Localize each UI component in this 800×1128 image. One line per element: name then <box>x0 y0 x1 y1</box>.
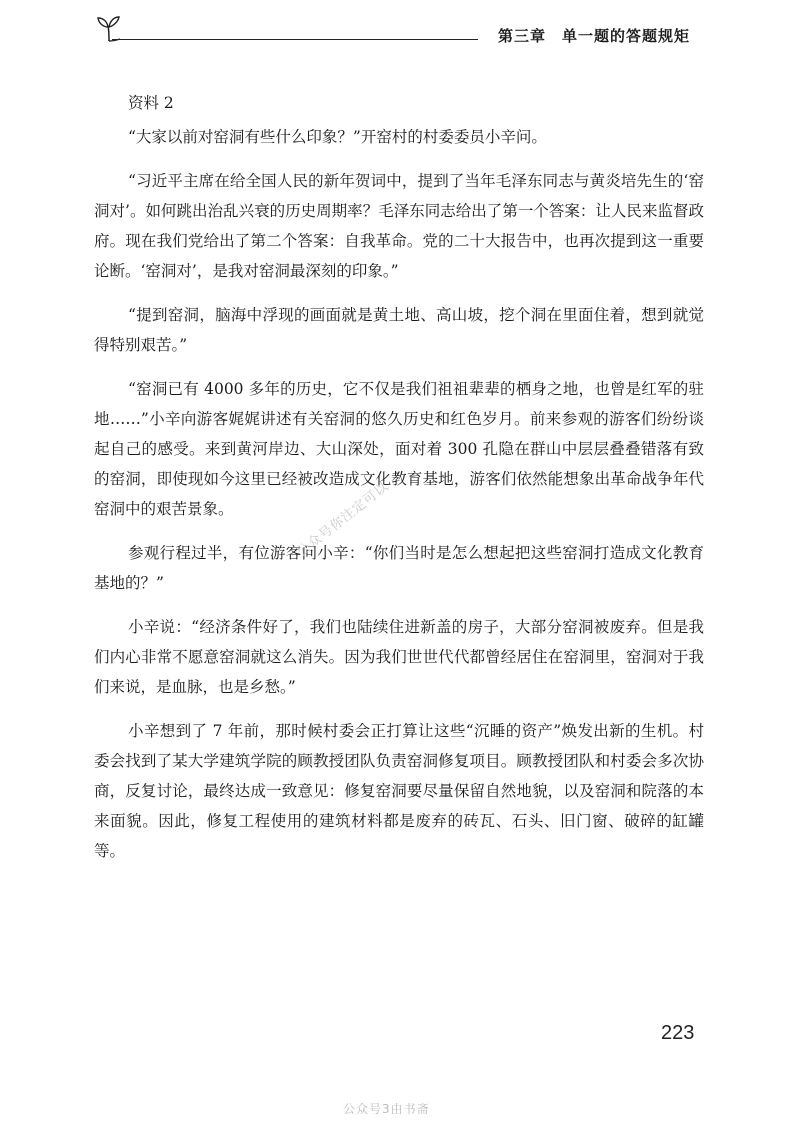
chapter-number: 第三章 <box>498 27 547 45</box>
section-label: 资料 2 <box>128 94 174 112</box>
watermark: 公众号你注定可以 <box>294 479 392 560</box>
paragraph: 小辛想到了 7 年前，那时候村委会正打算让这些“沉睡的资产”焕发出新的生机。村委会找到了某大学建筑学院的顾教授团队负责窑洞修复项目。顾教授团队和村委会多次协商，反复讨论，最终达成一致意见：修复窑洞要尽量保留自然地貌，以及窑洞和院落的本来面貌。因此，修复工程使用的建筑材料都是废弃的砖瓦、石头、旧门窗、破碎的缸罐等。 <box>94 722 704 860</box>
chapter-title <box>498 25 690 46</box>
running-header <box>96 14 716 54</box>
paragraph: 参观行程过半，有位游客问小辛：“你们当时是怎么想起把这些窑洞打造成文化教育基地的？” <box>94 544 704 592</box>
sprout-icon <box>96 14 122 42</box>
paragraph: 小辛说：“经济条件好了，我们也陆续住进新盖的房子，大部分窑洞被废弃。但是我们内心非常不愿意窑洞就这么消失。因为我们世世代代都曾经居住在窑洞里，窑洞对于我们来说，是血脉，也是乡愁。” <box>94 618 704 696</box>
paragraph: “提到窑洞，脑海中浮现的画面就是黄土地、高山坡，挖个洞在里面住着，想到就觉得特别艰苦。” <box>94 306 704 354</box>
paragraph: “习近平主席在给全国人民的新年贺词中，提到了当年毛泽东同志与黄炎培先生的‘窑洞对’。如何跳出治乱兴衰的历史周期率？毛泽东同志给出了第一个答案：让人民来监督政府。现在我们党给出了第二个答案：自我革命。党的二十大报告中，也再次提到这一重要论断。‘窑洞对’，是我对窑洞最深刻的印象。” <box>94 172 704 280</box>
page-body <box>94 88 704 880</box>
paragraph: “窑洞已有 4000 多年的历史，它不仅是我们祖祖辈辈的栖身之地，也曾是红军的驻地……”小辛向游客娓娓讲述有关窑洞的悠久历史和红色岁月。前来参观的游客们纷纷谈起自己的感受。来到黄河岸边、大山深处，面对着 300 孔隐在群山中层层叠叠错落有致的窑洞，即使现如今这里已经被改造成文化教育基地，游客们依然能想象出革命战争年代窑洞中的艰苦景象。 <box>94 380 704 518</box>
chapter-name: 单一题的答题规矩 <box>562 27 691 45</box>
page-number: 223 <box>661 1022 695 1044</box>
paragraph: “大家以前对窑洞有些什么印象？”开窑村的村委委员小辛问。 <box>128 128 547 146</box>
header-rule <box>112 39 478 40</box>
footer-watermark: 公众号3由书斋 <box>343 1102 430 1116</box>
